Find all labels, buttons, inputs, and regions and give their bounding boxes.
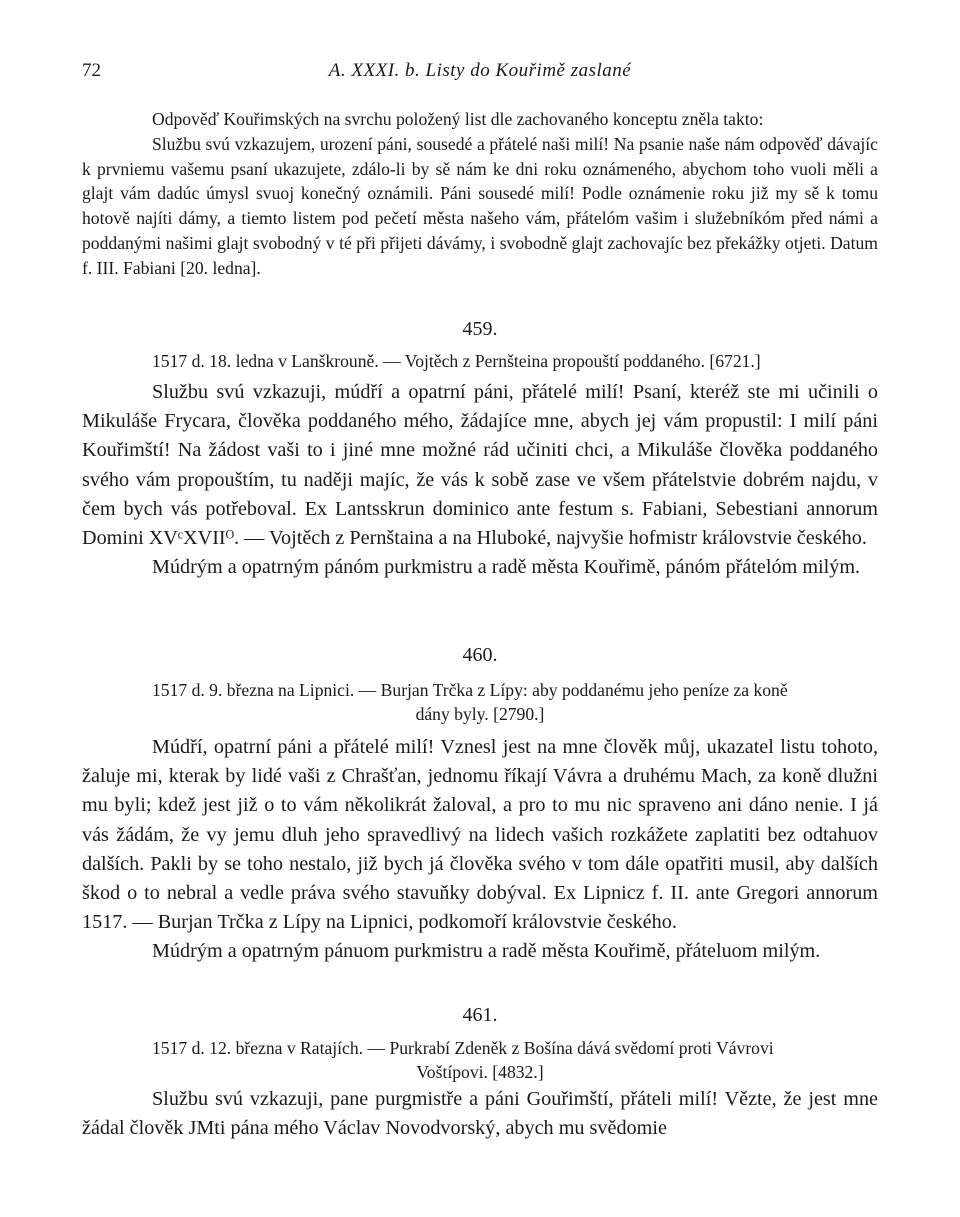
regest-line: dány byly. [2790.] (415, 704, 545, 724)
body-paragraph: Službu svú vzkazuji, múdří a opatrní páni, přátelé milí! Psaní, kteréž ste mi učinili o Mikuláše Frycara, člověka poddaného mého, žádajíce mne, abych jej vám propustil: I milí páni Kouřimští! Na žádost vaši to i jiné mne možné rád učiniti chci, a Mikuláše člověka poddaného svého vám propouštím, tu naději majíc, že vás k sobě zase ve všem přátelstvie dobrém najdu, v čem bych vás potřeboval. Ex Lantsskrun dominico ante festum s. Fabiani, Sebestiani annorum Domini XVᶜXVIIᴼ. — Vojtěch z Pernštaina a na Hluboké, najvyšie hofmistr královstvie českého. (82, 381, 878, 550)
document-regest (82, 349, 878, 373)
running-head (82, 60, 878, 88)
document-number: 459. (462, 318, 498, 340)
regest-line: 1517 d. 12. března v Ratajích. — Purkrabí Zdeněk z Bošína dává svědomí proti Vávrovi (152, 1038, 774, 1058)
document-body (82, 378, 878, 582)
address-paragraph: Múdrým a opatrným pánóm purkmistru a radě města Kouřimě, pánóm přátelóm milým. (152, 556, 861, 579)
document-body (82, 733, 878, 967)
page-number: 72 (82, 60, 101, 81)
document-number: 461. (462, 1004, 498, 1026)
intro-paragraph: Službu svú vzkazujem, urození páni, sousedé a přátelé naši milí! Na psanie naše nám odpověď dávajíc k prvniemu vašemu psaní ukazujete, zdálo-li by sě nám ke dni roku oznámeného, abychom toho vuoli měli a glajt vám dadúc úmysl svuoj konečný oznámili. Páni sousedé milí! Podle oznámenie roku již my sě k tomu hotově najíti dámy, a tiemto listem pod pečetí města našeho vám, přátelóm vašim i služebníkóm před námi a poddanými našimi glajt svobodný v té při přijeti dávámy, i svobodně glajt zachovajíc bez překážky otjeti. Datum f. III. Fabiani [20. ledna]. (82, 133, 878, 278)
document-body (82, 1085, 878, 1143)
intro-section (82, 107, 878, 281)
running-title: A. XXXI. b. Listy do Kouřimě zaslané (328, 60, 632, 81)
regest-line: 1517 d. 18. ledna v Lanškrouně. — Vojtěch z Pernšteina propouští poddaného. [6721.] (152, 351, 761, 371)
document-regest (82, 678, 878, 726)
intro-paragraph: Odpověď Kouřimských na svrchu položený list dle zachovaného konceptu zněla takto: (152, 109, 764, 129)
regest-line: 1517 d. 9. března na Lipnici. — Burjan Trčka z Lípy: aby poddanému jeho peníze za koně (152, 680, 788, 700)
regest-line: Voštípovi. [4832.] (416, 1062, 544, 1082)
body-paragraph: Múdří, opatrní páni a přátelé milí! Vznesl jest na mne člověk můj, ukazatel listu tohoto, žaluje mi, kterak by lidé vaši z Chrašťan, jednomu říkají Vávra a druhému Mach, za koně dlužni mu byli; kdež jest již o to vám několikrát žaloval, a pro to mu nic spraveno ani dáno nenie. I já vás žádám, že vy jemu dluh jeho spravedlivý na lidech vašich rozkážete zaplatiti bez odtahuov dalších. Pakli by se toho nestalo, již bych já člověka svého v tom dále opatřiti musil, aby dalších škod o to nebral a vedle práva svého stavuňky dobýval. Ex Lipnicz f. II. ante Gregori annorum 1517. — Burjan Trčka z Lípy na Lipnici, podkomoří královstvie českého. (82, 736, 878, 934)
document-regest (82, 1036, 878, 1084)
address-paragraph: Múdrým a opatrným pánuom purkmistru a radě města Kouřimě, přáteluom milým. (152, 940, 821, 963)
body-paragraph: Službu svú vzkazuji, pane purgmistře a páni Gouřimští, přáteli milí! Vězte, že jest mne žádal člověk JMti pána mého Václav Novodvorský, abych mu svědomie (82, 1088, 878, 1140)
document-number: 460. (462, 644, 498, 666)
